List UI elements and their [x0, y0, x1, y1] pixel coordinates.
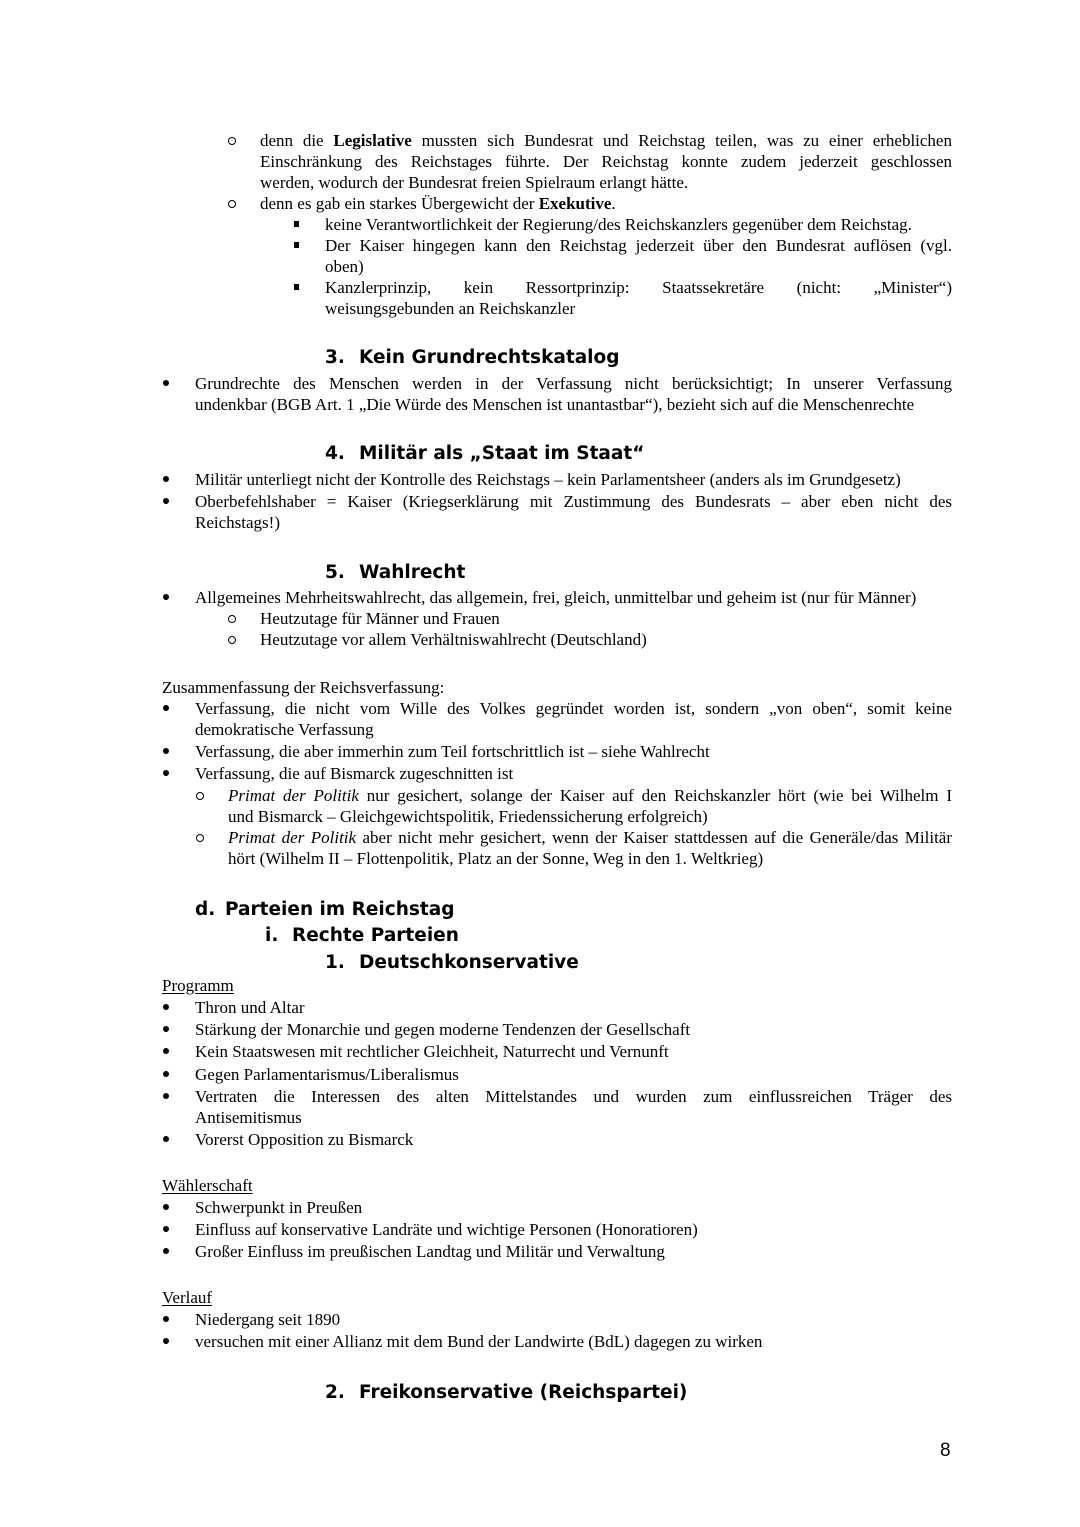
- text-line: Oberbefehlshaber = Kaiser (Kriegserklärung mit Zustimmung des Bundesrats – aber eben nicht des: [195, 492, 952, 511]
- heading-militaer: 4. Militär als „Staat im Staat“: [325, 443, 645, 464]
- bullet: [163, 1048, 169, 1054]
- summary-title: Zusammenfassung der Reichsverfassung:: [162, 678, 445, 697]
- bullet: [163, 1204, 169, 1210]
- text-line: keine Verantwortlichkeit der Regierung/des Reichskanzlers gegenüber dem Reichstag.: [325, 215, 912, 234]
- list-item: Kein Staatswesen mit rechtlicher Gleichheit, Naturrecht und Vernunft: [195, 1042, 669, 1061]
- text-line: hört (Wilhelm II – Flottenpolitik, Platz an der Sonne, Weg in den 1. Weltkrieg): [228, 849, 764, 868]
- bullet: [163, 1316, 169, 1322]
- bullet: [163, 748, 169, 754]
- list-item: Einfluss auf konservative Landräte und wichtige Personen (Honoratioren): [195, 1220, 698, 1239]
- bullet: [163, 1248, 169, 1254]
- heading-wahlrecht: 5. Wahlrecht: [325, 562, 466, 583]
- text-line: Reichstags!): [195, 513, 280, 532]
- heading-rechte-parteien: i. Rechte Parteien: [265, 925, 459, 946]
- verlauf-label: Verlauf: [162, 1288, 213, 1307]
- text-line: Grundrechte des Menschen werden in der Verfassung nicht berücksichtigt; In unserer Verfassung: [195, 374, 952, 393]
- list-item: Vertraten die Interessen des alten Mittelstandes und wurden zum einflussreichen Träger des: [195, 1087, 952, 1106]
- heading-parteien: d. Parteien im Reichstag: [195, 899, 455, 920]
- square-bullet: [294, 284, 299, 290]
- circle-bullet: [228, 137, 236, 145]
- text-line: Allgemeines Mehrheitswahlrecht, das allgemein, frei, gleich, unmittelbar und geheim ist (nur für Männer): [195, 588, 917, 607]
- square-bullet: [294, 242, 299, 248]
- list-item: Stärkung der Monarchie und gegen moderne Tendenzen der Gesellschaft: [195, 1020, 691, 1039]
- text-line: Primat der Politik aber nicht mehr gesichert, wenn der Kaiser stattdessen auf die Generäle/das Militär: [228, 828, 952, 847]
- heading-grundrechtskatalog: 3. Kein Grundrechtskatalog: [325, 347, 620, 368]
- text-line: Einschränkung des Reichstages führte. Der Reichstag konnte zudem jederzeit geschlossen: [260, 152, 952, 171]
- bullet: [163, 594, 169, 600]
- text-line: weisungsgebunden an Reichskanzler: [325, 299, 576, 318]
- heading-deutschkonservative: 1. Deutschkonservative: [325, 952, 579, 973]
- bullet: [163, 705, 169, 711]
- square-bullet: [294, 221, 299, 227]
- text-line: und Bismarck – Gleichgewichtspolitik, Friedenssicherung erfolgreich): [228, 807, 708, 826]
- circle-bullet: [228, 636, 236, 644]
- bullet: [163, 476, 169, 482]
- circle-bullet: [196, 792, 204, 800]
- bullet: [163, 380, 169, 386]
- bullet: [163, 1004, 169, 1010]
- list-item: Thron und Altar: [195, 998, 305, 1017]
- text-line: denn die Legislative mussten sich Bundesrat und Reichstag teilen, was zu einer erheblichen: [260, 131, 952, 150]
- list-item: Vorerst Opposition zu Bismarck: [195, 1130, 414, 1149]
- circle-bullet: [228, 615, 236, 623]
- circle-bullet: [196, 834, 204, 842]
- list-item: Großer Einfluss im preußischen Landtag und Militär und Verwaltung: [195, 1242, 665, 1261]
- list-item: Antisemitismus: [195, 1108, 302, 1127]
- text-line: denn es gab ein starkes Übergewicht der Exekutive.: [260, 194, 616, 213]
- bullet: [163, 1136, 169, 1142]
- text-line: Kanzlerprinzip, kein Ressortprinzip: Staatssekretäre (nicht: „Minister“): [325, 278, 952, 297]
- text-line: oben): [325, 257, 364, 276]
- bullet: [163, 1226, 169, 1232]
- text-line: Verfassung, die nicht vom Wille des Volkes gegründet worden ist, sondern „von oben“, somit keine: [195, 699, 952, 718]
- text-line: Militär unterliegt nicht der Kontrolle des Reichstags – kein Parlamentsheer (anders als im Grundgesetz): [195, 470, 901, 489]
- text-line: werden, wodurch der Bundesrat freien Spielraum erlangt hätte.: [260, 173, 689, 192]
- programm-label: Programm: [162, 976, 234, 995]
- heading-freikonservative: 2. Freikonservative (Reichspartei): [325, 1382, 688, 1403]
- text-line: Verfassung, die aber immerhin zum Teil fortschrittlich ist – siehe Wahlrecht: [195, 742, 710, 761]
- circle-bullet: [228, 200, 236, 208]
- text-line: demokratische Verfassung: [195, 720, 374, 739]
- text-line: Heutzutage für Männer und Frauen: [260, 609, 500, 628]
- waehlerschaft-label: Wählerschaft: [162, 1176, 253, 1195]
- bullet: [163, 1093, 169, 1099]
- list-item: versuchen mit einer Allianz mit dem Bund der Landwirte (BdL) dagegen zu wirken: [195, 1332, 763, 1351]
- list-item: Gegen Parlamentarismus/Liberalismus: [195, 1065, 459, 1084]
- text-line: undenkbar (BGB Art. 1 „Die Würde des Menschen ist unantastbar“), bezieht sich auf die Menschenrechte: [195, 395, 915, 414]
- bullet: [163, 1071, 169, 1077]
- list-item: Niedergang seit 1890: [195, 1310, 341, 1329]
- text-line: Verfassung, die auf Bismarck zugeschnitten ist: [195, 764, 514, 783]
- bullet: [163, 770, 169, 776]
- bullet: [163, 1338, 169, 1344]
- bullet: [163, 498, 169, 504]
- text-line: Heutzutage vor allem Verhältniswahlrecht (Deutschland): [260, 630, 647, 649]
- text-line: Primat der Politik nur gesichert, solange der Kaiser auf den Reichskanzler hört (wie bei Wilhelm I: [228, 786, 952, 805]
- bullet: [163, 1026, 169, 1032]
- text-line: Der Kaiser hingegen kann den Reichstag jederzeit über den Bundesrat auflösen (vgl.: [325, 236, 952, 255]
- page-number: 8: [940, 1440, 951, 1461]
- list-item: Schwerpunkt in Preußen: [195, 1198, 363, 1217]
